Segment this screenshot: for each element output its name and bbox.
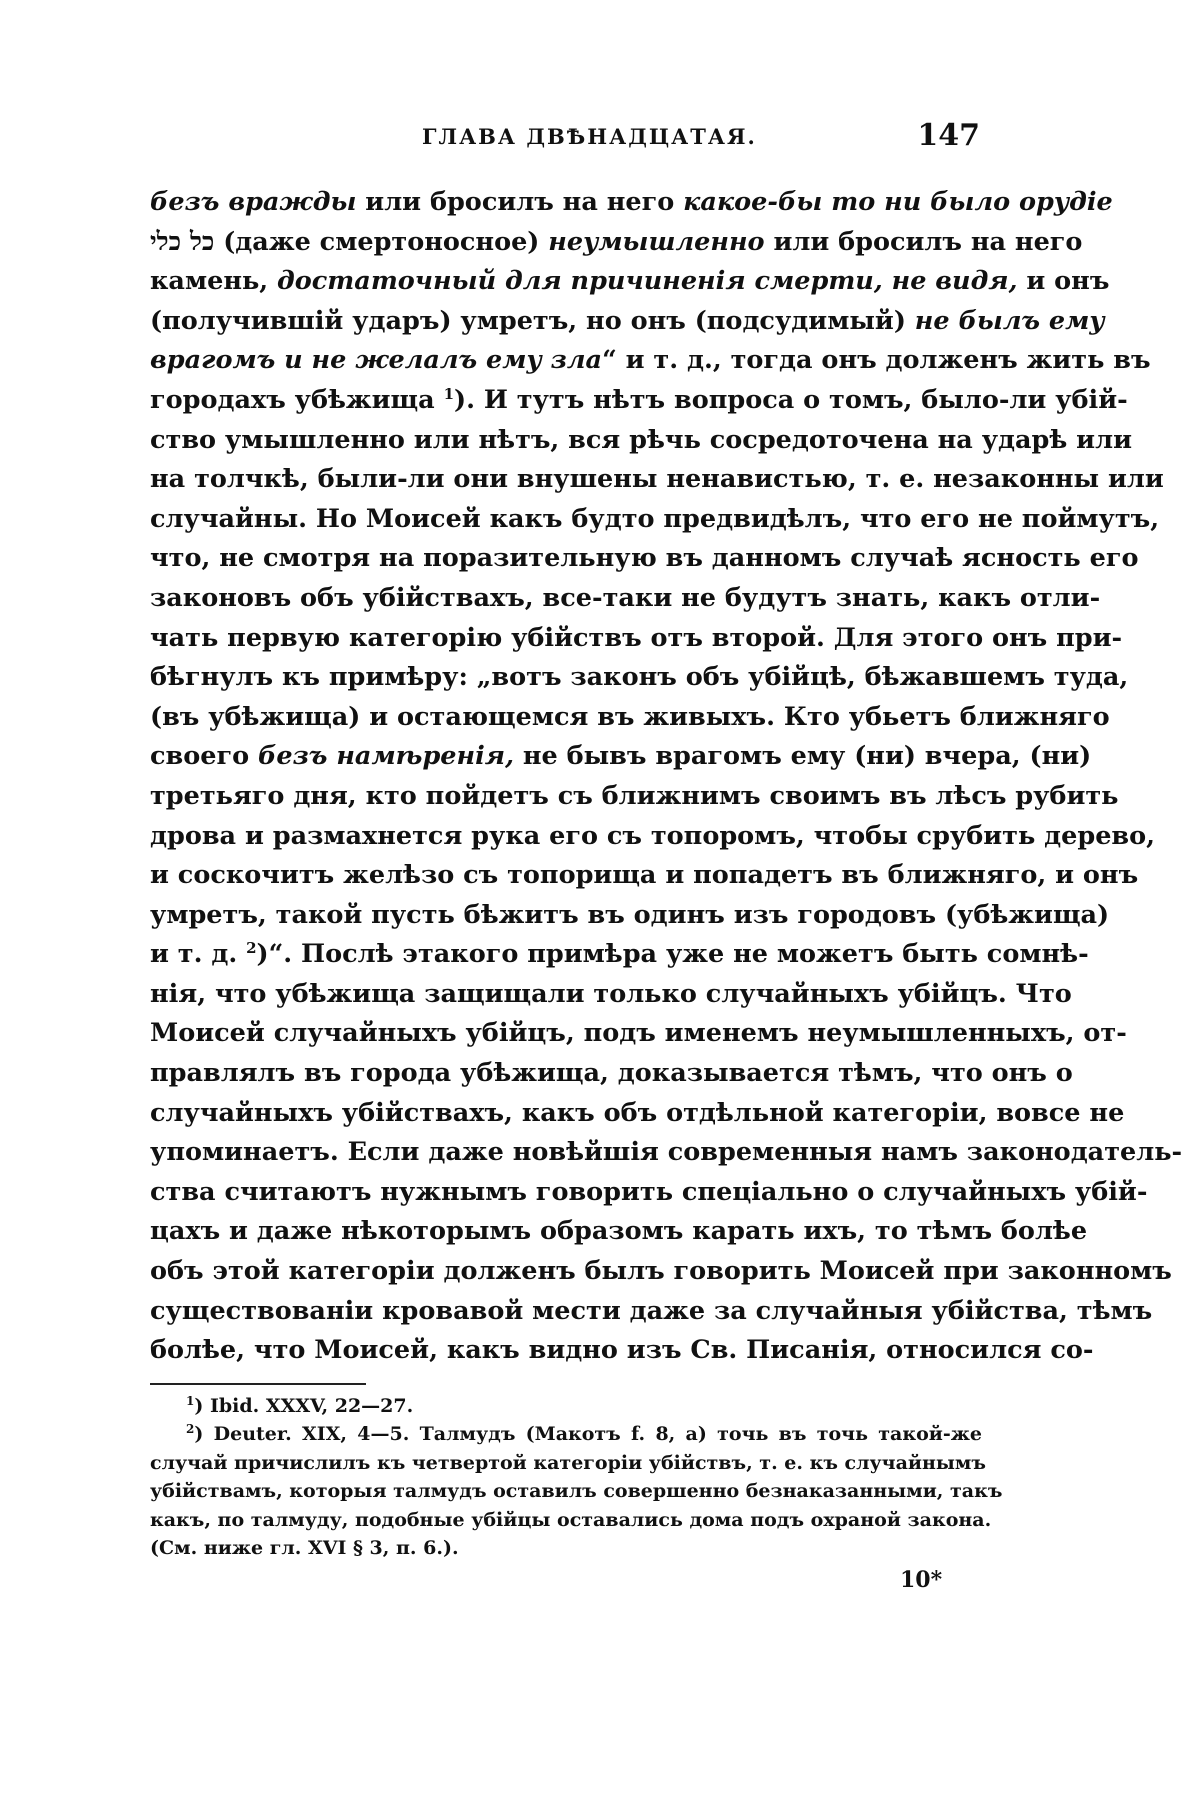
text-line: [150, 1252, 1172, 1292]
text-run: что, не смотря на поразительную въ данномъ случаѣ ясность его: [150, 543, 1139, 574]
text-run: (получившій ударъ) умретъ, но онъ (подсудимый): [150, 305, 915, 336]
text-line: [150, 1054, 1073, 1094]
text-run: существованіи кровавой мести даже за случайныя убійства, тѣмъ: [150, 1295, 1153, 1326]
text-line: [150, 658, 1129, 698]
text-line: [150, 421, 1132, 461]
text-run: какъ, по талмуду, подобные убійцы оставались дома подъ охраной закона.: [150, 1508, 992, 1531]
text-run: случай причислилъ къ четвертой категоріи убійствъ, т. е. къ случайнымъ: [150, 1451, 986, 1474]
text-line: [150, 302, 1105, 342]
text-run: ства считаютъ нужнымъ говорить спеціально о случайныхъ убій-: [150, 1176, 1148, 1207]
text-run-italic: достаточный для причиненія смерти, не видя,: [277, 266, 1018, 297]
text-run: Моисей случайныхъ убійцъ, подъ именемъ неумышленныхъ, от-: [150, 1018, 1127, 1049]
footnote-line: [150, 1477, 1003, 1505]
text-line: [150, 1014, 1127, 1054]
text-run: или бросилъ на него: [356, 187, 684, 217]
text-line: [150, 1133, 1182, 1173]
text-run-italic: безъ намѣренія,: [258, 741, 514, 772]
text-run: )“. Послѣ этакого примѣра уже не можетъ быть сомнѣ-: [256, 939, 1089, 970]
text-run: ство умышленно или нѣтъ, вся рѣчь сосредоточена на ударѣ или: [150, 424, 1132, 455]
text-run: чать первую категорію убійствъ отъ второй. Для этого онъ при-: [150, 622, 1123, 653]
text-run: своего: [150, 741, 258, 772]
text-run: “ и т. д., тогда онъ долженъ жить въ: [602, 345, 1151, 376]
text-line: [150, 183, 1113, 223]
text-line: [150, 381, 1128, 421]
text-run-italic: не былъ ему: [914, 305, 1105, 336]
text-run: (въ убѣжища) и остающемся въ живыхъ. Кто убьетъ ближняго: [150, 701, 1110, 732]
footnote-line: [150, 1534, 982, 1562]
text-run: третьяго дня, кто пойдетъ съ ближнимъ своимъ въ лѣсъ рубить: [150, 780, 1119, 811]
text-run-italic: врагомъ и не желалъ ему зла: [150, 345, 603, 376]
text-line: [150, 817, 1156, 857]
text-line: [150, 1094, 1125, 1134]
footnote-ref: 2: [246, 939, 257, 958]
signature-mark: 10*: [900, 1567, 943, 1593]
text-line: [150, 579, 1101, 619]
text-run: нія, что убѣжища защищали только случайныхъ убійцъ. Что: [150, 978, 1072, 1009]
footnote-rule: [150, 1383, 366, 1385]
text-run: объ этой категоріи долженъ былъ говорить Моисей при законномъ: [150, 1256, 1172, 1287]
text-run: городахъ убѣжища: [150, 384, 444, 415]
footnote-ref: 2: [186, 1422, 195, 1437]
main-text: [150, 183, 1182, 1371]
text-line: [150, 856, 1139, 896]
text-run: цахъ и даже нѣкоторымъ образомъ карать ихъ, то тѣмъ болѣе: [150, 1216, 1088, 1247]
text-line: [150, 777, 1119, 817]
text-run: или бросилъ на него: [764, 226, 1083, 257]
footnote-line: [150, 1420, 982, 1448]
text-line: [150, 1292, 1153, 1332]
footnote-line: [150, 1392, 982, 1420]
text-line: [150, 539, 1139, 579]
running-title: ГЛАВА ДВѢНАДЦАТАЯ.: [422, 124, 757, 149]
text-run: и соскочитъ желѣзо съ топорища и попадетъ въ ближняго, и онъ: [150, 860, 1139, 891]
text-run: случайны. Но Моисей какъ будто предвидѣлъ, что его не поймутъ,: [150, 503, 1160, 534]
text-line: [150, 975, 1072, 1015]
footnotes: [150, 1392, 1003, 1562]
text-run: бѣгнулъ къ примѣру: „вотъ законъ объ убійцѣ, бѣжавшемъ туда,: [150, 662, 1129, 693]
text-run: дрова и размахнется рука его съ топоромъ, чтобы срубить дерево,: [150, 820, 1156, 851]
text-line: [150, 896, 1110, 936]
text-line: [150, 500, 1160, 540]
text-line: [150, 460, 1164, 500]
text-run: камень,: [150, 266, 278, 297]
running-head: [150, 118, 980, 158]
page-number: 147: [917, 118, 980, 153]
text-line: [150, 341, 1151, 381]
text-run: болѣе, что Моисей, какъ видно изъ Св. Писанія, относился со-: [150, 1335, 1094, 1366]
text-line: [150, 619, 1123, 659]
text-run: ). И тутъ нѣтъ вопроса о томъ, было-ли убій-: [454, 384, 1128, 415]
text-run: умретъ, такой пусть бѣжитъ въ одинъ изъ городовъ (убѣжища): [150, 899, 1110, 930]
text-line: [150, 698, 1110, 738]
text-run: законовъ объ убійствахъ, все-таки не будутъ знать, какъ отли-: [150, 582, 1101, 613]
text-line: [150, 737, 1092, 777]
text-line: [150, 935, 1089, 975]
text-run-italic: неумышленно: [548, 226, 765, 257]
text-run: ) Deuter. XIX, 4—5. Талмудъ (Макотъ f. 8, a) точь въ точь такой-же: [194, 1423, 982, 1446]
text-run: не бывъ врагомъ ему (ни) вчера, (ни): [513, 741, 1092, 772]
text-run: упоминаетъ. Если даже новѣйшія современныя намъ законодатель-: [150, 1137, 1182, 1168]
text-run: и т. д.: [150, 939, 247, 970]
text-run: убійствамъ, которыя талмудъ оставилъ совершенно безнаказанными, такъ: [150, 1480, 1003, 1503]
text-line: [150, 1173, 1148, 1213]
text-run: (См. ниже гл. XVI § 3, п. 6.).: [150, 1536, 459, 1559]
text-run: כל כלי (даже смертоносное): [150, 226, 549, 257]
footnote-ref: 1: [443, 384, 454, 403]
text-line: [150, 1212, 1088, 1252]
text-run: ) Ibid. XXXV, 22—27.: [194, 1395, 414, 1417]
text-line: [150, 223, 1083, 263]
text-run: случайныхъ убійствахъ, какъ объ отдѣльной категоріи, вовсе не: [150, 1097, 1125, 1128]
footnote-line: [150, 1449, 986, 1477]
text-line: [150, 1331, 1094, 1371]
text-run-italic: безъ вражды: [150, 187, 357, 217]
text-run-italic: какое-бы то ни было орудіе: [683, 187, 1113, 217]
text-run: на толчкѣ, были-ли они внушены ненавистью, т. е. незаконны или: [150, 464, 1164, 495]
text-run: правлялъ въ города убѣжища, доказывается тѣмъ, что онъ о: [150, 1058, 1073, 1089]
footnote-ref: 1: [186, 1394, 195, 1408]
text-run: и онъ: [1017, 266, 1110, 297]
text-line: [150, 262, 1110, 302]
footnote-line: [150, 1506, 992, 1534]
